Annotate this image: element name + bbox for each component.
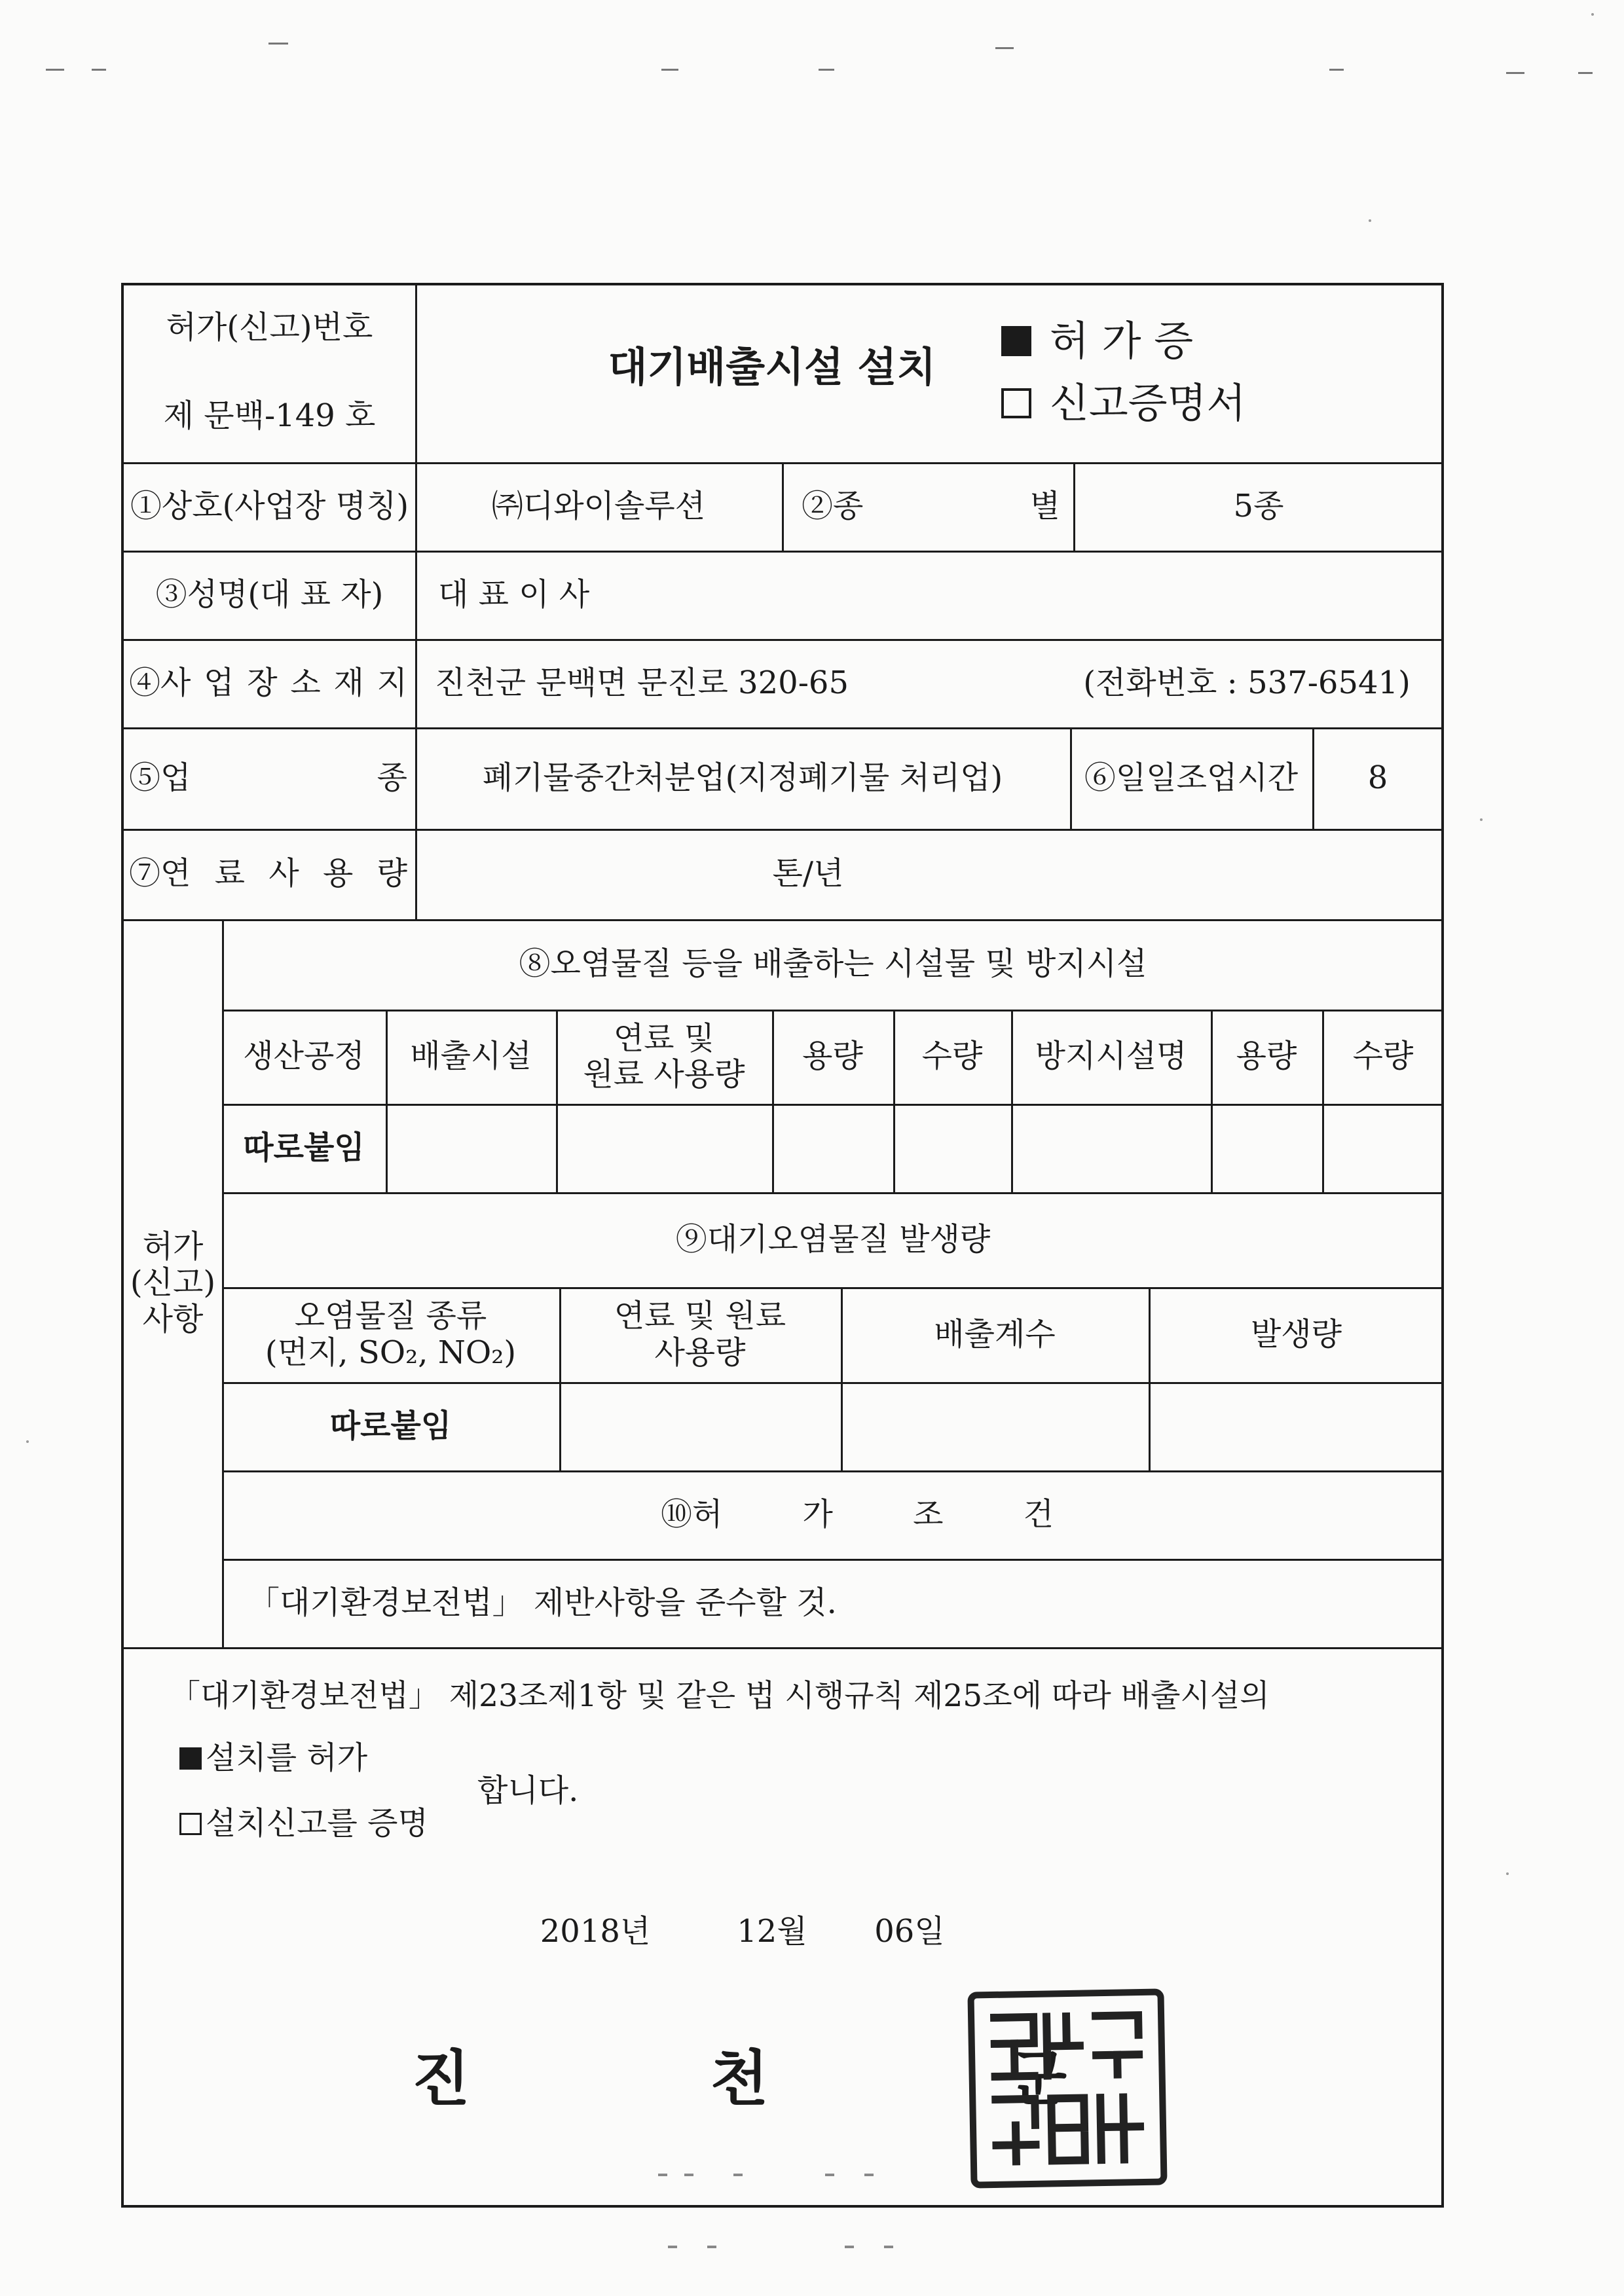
scan-artifact (1578, 72, 1593, 74)
fuel-usage-label (129, 829, 407, 919)
business-label-part: ⑤업 (129, 759, 191, 796)
facilities-header-quantity-2: 수량 (1352, 1038, 1414, 1075)
operating-hours-value: 8 (1367, 759, 1388, 796)
type-value: 5종 (1233, 487, 1284, 524)
phone-value: (전화번호 : 537-6541) (1083, 664, 1411, 701)
operating-hours-label: ⑥일일조업시간 (1084, 759, 1299, 796)
scan-artifact (707, 2246, 716, 2248)
facilities-header-quantity: 수량 (921, 1038, 983, 1075)
issuer-char: 천 (710, 2043, 769, 2115)
emission-header-fuel (559, 1287, 841, 1382)
company-label: ①상호(사업장 명칭) (130, 487, 409, 524)
footer-suffix: 합니다. (477, 1772, 579, 1810)
fuel-label-part: 료 (214, 855, 246, 892)
scan-artifact (661, 69, 678, 71)
conditions-title (661, 1470, 1054, 1559)
option-report (1001, 374, 1394, 433)
type-label (802, 462, 1060, 551)
address-label-part: 업 (204, 664, 234, 701)
representative-label: ③성명(대 표 자) (155, 575, 384, 613)
scan-artifact (995, 47, 1014, 49)
checkbox-empty-icon (179, 1813, 202, 1835)
type-label-part: 별 (1029, 487, 1060, 524)
grid-line (782, 462, 784, 551)
conditions-text: 「대기환경보전법」 제반사항을 준수할 것. (248, 1584, 837, 1621)
address-value: 진천군 문백면 문진로 320-65 (435, 664, 849, 701)
scan-artifact (733, 2174, 743, 2176)
scan-artifact (1329, 69, 1344, 71)
fuel-label-part: 사 (268, 855, 299, 892)
scan-artifact (864, 2174, 874, 2176)
scan-artifact (684, 2174, 693, 2176)
business-label (129, 727, 407, 829)
date-month: 12월 (737, 1913, 807, 1950)
permit-items-side-label (124, 919, 222, 1647)
facilities-header-prevention: 방지시설명 (1035, 1038, 1187, 1075)
scan-artifact (668, 2246, 677, 2248)
issuer-char: 진 (412, 2043, 470, 2115)
address-label-part: 재 (333, 664, 364, 701)
header-line: 원료 사용량 (583, 1056, 745, 1093)
emission-header-factor: 배출계수 (934, 1315, 1056, 1353)
conditions-title-part: 건 (1023, 1495, 1054, 1533)
address-label (129, 639, 407, 727)
type-label-part: ②종 (802, 487, 864, 524)
emission-row-attached: 따로붙임 (329, 1407, 452, 1444)
emission-title: ⑨대기오염물질 발생량 (675, 1220, 991, 1258)
header-line: 사용량 (654, 1334, 746, 1371)
seal-lettering-icon (981, 2002, 1154, 2175)
side-label-line: (신고) (130, 1264, 216, 1302)
option-permit-label: 허 가 증 (1050, 317, 1194, 365)
conditions-title-part: 조 (913, 1495, 944, 1533)
checkbox-checked-icon (1001, 326, 1031, 356)
address-label-part: 소 (290, 664, 321, 701)
fuel-label-part: 량 (377, 855, 407, 892)
facilities-header-emission: 배출시설 (410, 1038, 532, 1075)
scan-artifact (845, 2246, 854, 2248)
fuel-label-part: 용 (322, 855, 354, 892)
checkbox-empty-icon (1001, 388, 1031, 418)
scan-artifact (884, 2246, 893, 2248)
business-value: 폐기물중간처분업(지정폐기물 처리업) (482, 759, 1003, 796)
permit-number-label: 허가(신고)번호 (166, 309, 373, 346)
side-label-line: 허가 (142, 1228, 204, 1266)
checkbox-checked-icon (179, 1747, 202, 1770)
scan-artifact (92, 69, 106, 71)
footer-option-permit-label: 설치를 허가 (206, 1740, 368, 1777)
permit-form (121, 283, 1444, 2208)
issuer-char: 군 (1008, 2043, 1067, 2115)
company-value: ㈜디와이솔루션 (491, 487, 706, 524)
business-label-part: 종 (377, 759, 407, 796)
scan-artifact (268, 43, 288, 45)
footer-option-report (179, 1795, 572, 1853)
facilities-header-capacity-2: 용량 (1236, 1038, 1297, 1075)
scan-artifact (819, 69, 834, 71)
permit-number-value: 제 문백-149 호 (163, 397, 376, 435)
address-label-part: 장 (247, 664, 278, 701)
conditions-title-part: 가 (802, 1495, 833, 1533)
scan-speck (26, 1440, 29, 1443)
facilities-header-process: 생산공정 (243, 1038, 365, 1075)
scan-speck (1591, 13, 1594, 16)
facilities-header-fuel (556, 1010, 772, 1104)
scan-speck (1480, 818, 1483, 821)
document-title: 대기배출시설 설치 (608, 343, 936, 392)
date-year: 2018년 (540, 1913, 651, 1950)
header-line: 연료 및 원료 (614, 1298, 786, 1335)
facilities-title: ⑧오염물질 등을 배출하는 시설물 및 방지시설 (519, 945, 1147, 983)
header-line: 연료 및 (613, 1019, 715, 1057)
facilities-header-capacity: 용량 (802, 1038, 863, 1075)
scan-artifact (46, 69, 64, 71)
official-seal-stamp (967, 1988, 1167, 2188)
conditions-title-part: ⑩허 (661, 1495, 723, 1533)
side-label-line: 사항 (142, 1300, 204, 1338)
emission-header-pollutant (222, 1287, 559, 1382)
grid-line (222, 1104, 1444, 1106)
option-report-label: 신고증명서 (1050, 379, 1246, 428)
scan-speck (1369, 219, 1371, 222)
grid-line (124, 1647, 1444, 1649)
fuel-label-part: ⑦연 (129, 855, 191, 892)
scan-artifact (658, 2174, 667, 2176)
scan-speck (1506, 1872, 1509, 1875)
header-line: 오염물질 종류 (294, 1298, 487, 1335)
footer-option-report-label: 설치신고를 증명 (206, 1805, 428, 1842)
address-label-part: ④사 (129, 664, 191, 701)
option-permit (1001, 312, 1394, 371)
facilities-row-attached: 따로붙임 (243, 1129, 365, 1166)
address-label-part: 지 (377, 664, 407, 701)
scan-artifact (1506, 72, 1524, 74)
representative-value: 대 표 이 사 (438, 575, 590, 613)
legal-statement: 「대기환경보전법」 제23조제1항 및 같은 법 시행규칙 제25조에 따라 배출시설의 (170, 1677, 1270, 1714)
date-day: 06일 (874, 1913, 945, 1950)
emission-header-amount: 발생량 (1250, 1315, 1342, 1353)
scan-artifact (825, 2174, 834, 2176)
header-line: (먼지, SO₂, NO₂) (265, 1334, 517, 1371)
fuel-usage-value: 톤/년 (772, 855, 844, 892)
